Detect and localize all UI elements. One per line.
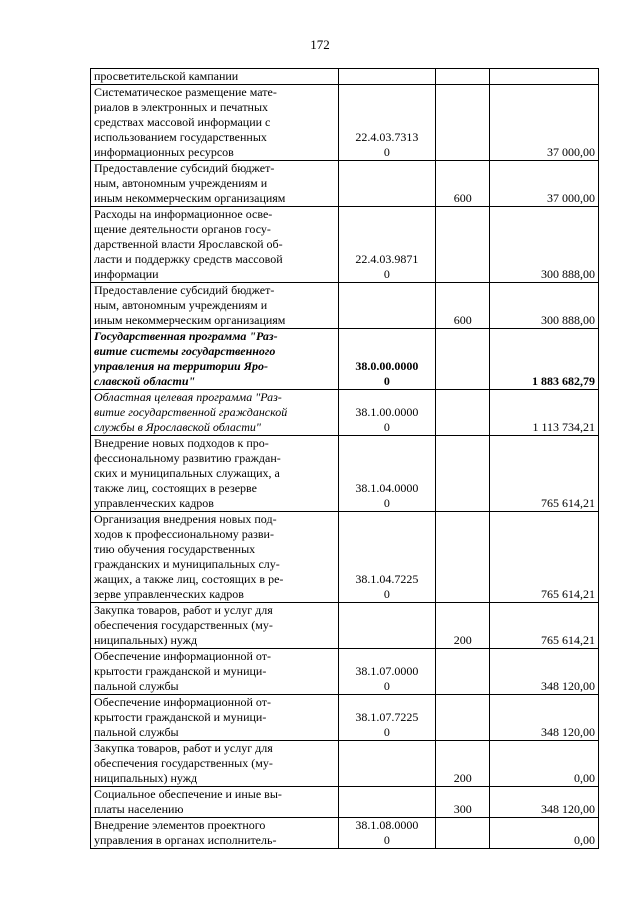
- row-sum-cell: [490, 69, 599, 85]
- row-code-text: 38.1.07.7225 0: [355, 710, 419, 739]
- row-name-cell: [91, 161, 339, 207]
- row-sum-cell: [490, 512, 599, 603]
- row-name-text: Внедрение новых подходов к про- фессиональному развитию граждан- ских и муниципальных служащих, а также лиц, состоящих в резерве управленческих кадров: [94, 436, 281, 510]
- row-code-cell: [338, 512, 435, 603]
- row-sum-text: 1 883 682,79: [532, 374, 595, 388]
- row-code-cell: [338, 695, 435, 741]
- row-sum-text: 348 120,00: [541, 802, 595, 816]
- table-row: [91, 69, 599, 85]
- row-code-cell: [338, 207, 435, 283]
- row-type-cell: [436, 818, 490, 849]
- row-sum-text: 348 120,00: [541, 679, 595, 693]
- row-name-cell: [91, 603, 339, 649]
- row-code-cell: [338, 161, 435, 207]
- row-sum-cell: [490, 787, 599, 818]
- row-name-cell: [91, 329, 339, 390]
- row-name-cell: [91, 818, 339, 849]
- row-name-text: Расходы на информационное осве- щение деятельности органов госу- дарственной власти Ярославской об- ласти и поддержку средств массовой информации: [94, 207, 283, 281]
- row-name-text: просветительской кампании: [94, 69, 239, 83]
- row-code-cell: [338, 787, 435, 818]
- row-sum-text: 765 614,21: [541, 587, 595, 601]
- row-type-cell: [436, 69, 490, 85]
- row-sum-cell: [490, 283, 599, 329]
- row-name-cell: [91, 787, 339, 818]
- row-sum-text: 348 120,00: [541, 725, 595, 739]
- row-type-text: 600: [453, 191, 472, 205]
- row-sum-text: 300 888,00: [541, 267, 595, 281]
- row-sum-cell: [490, 85, 599, 161]
- row-name-cell: [91, 649, 339, 695]
- row-code-cell: [338, 649, 435, 695]
- row-sum-cell: [490, 390, 599, 436]
- table-row: [91, 329, 599, 390]
- table-row: [91, 85, 599, 161]
- row-type-cell: [436, 85, 490, 161]
- row-name-text: Закупка товаров, работ и услуг для обеспечения государственных (му- ниципальных) нужд: [94, 603, 273, 647]
- table-row: [91, 161, 599, 207]
- row-type-cell: [436, 512, 490, 603]
- table-row: [91, 603, 599, 649]
- row-sum-text: 0,00: [574, 771, 595, 785]
- row-type-cell: [436, 329, 490, 390]
- row-sum-text: 765 614,21: [541, 633, 595, 647]
- row-code-text: 22.4.03.9871 0: [355, 252, 419, 281]
- row-sum-text: 300 888,00: [541, 313, 595, 327]
- row-sum-cell: [490, 603, 599, 649]
- row-name-text: Закупка товаров, работ и услуг для обеспечения государственных (му- ниципальных) нужд: [94, 741, 273, 785]
- row-sum-text: 0,00: [574, 833, 595, 847]
- row-name-cell: [91, 207, 339, 283]
- row-code-text: 22.4.03.7313 0: [355, 130, 419, 159]
- row-sum-text: 1 113 734,21: [532, 420, 595, 434]
- row-name-text: Обеспечение информационной от- крытости гражданской и муници- пальной службы: [94, 649, 272, 693]
- row-name-cell: [91, 512, 339, 603]
- row-type-text: 600: [453, 313, 472, 327]
- row-code-text: 38.1.04.0000 0: [355, 481, 419, 510]
- row-name-cell: [91, 695, 339, 741]
- row-code-text: 38.1.08.0000 0: [355, 818, 419, 847]
- row-name-cell: [91, 69, 339, 85]
- row-type-cell: [436, 436, 490, 512]
- row-name-text: Организация внедрения новых под- ходов к профессиональному разви- тию обучения государственных гражданских и муниципальных слу- жащих, а также лиц, состоящих в ре- зерве управленческих кадров: [94, 512, 284, 601]
- page-number: 172: [310, 37, 330, 52]
- budget-table-body: [91, 69, 599, 849]
- row-type-cell: [436, 390, 490, 436]
- row-code-text: 38.1.07.0000 0: [355, 664, 419, 693]
- row-type-cell: [436, 741, 490, 787]
- row-code-text: 38.0.00.0000 0: [355, 359, 419, 388]
- row-type-cell: [436, 695, 490, 741]
- row-type-text: 200: [453, 633, 472, 647]
- row-code-text: 38.1.04.7225 0: [355, 572, 419, 601]
- row-code-cell: [338, 283, 435, 329]
- row-code-cell: [338, 436, 435, 512]
- row-type-text: 300: [453, 802, 472, 816]
- row-code-cell: [338, 603, 435, 649]
- row-sum-cell: [490, 329, 599, 390]
- table-row: [91, 787, 599, 818]
- row-type-text: 200: [453, 771, 472, 785]
- row-code-text: 38.1.00.0000 0: [355, 405, 419, 434]
- row-name-text: Социальное обеспечение и иные вы- платы населению: [94, 787, 282, 816]
- row-sum-cell: [490, 649, 599, 695]
- row-name-text: Систематическое размещение мате- риалов в электронных и печатных средствах массовой информации с использованием государственных информационных ресурсов: [94, 85, 277, 159]
- row-type-cell: [436, 283, 490, 329]
- row-type-cell: [436, 161, 490, 207]
- row-code-cell: [338, 818, 435, 849]
- row-name-text: Предоставление субсидий бюджет- ным, автономным учреждениям и иным некоммерческим организациям: [94, 283, 286, 327]
- row-type-cell: [436, 207, 490, 283]
- row-code-cell: [338, 69, 435, 85]
- row-name-text: Областная целевая программа "Раз- витие государственной гражданской службы в Ярославской области": [94, 390, 288, 434]
- table-row: [91, 283, 599, 329]
- row-code-cell: [338, 390, 435, 436]
- budget-table: [90, 68, 599, 849]
- row-code-cell: [338, 741, 435, 787]
- row-name-cell: [91, 283, 339, 329]
- table-row: [91, 695, 599, 741]
- row-name-cell: [91, 436, 339, 512]
- row-name-cell: [91, 85, 339, 161]
- row-name-cell: [91, 741, 339, 787]
- row-sum-text: 37 000,00: [547, 145, 595, 159]
- row-name-cell: [91, 390, 339, 436]
- table-row: [91, 649, 599, 695]
- row-sum-cell: [490, 695, 599, 741]
- row-name-text: Обеспечение информационной от- крытости гражданской и муници- пальной службы: [94, 695, 272, 739]
- row-sum-cell: [490, 436, 599, 512]
- row-sum-cell: [490, 207, 599, 283]
- row-sum-text: 37 000,00: [547, 191, 595, 205]
- row-sum-cell: [490, 818, 599, 849]
- table-row: [91, 741, 599, 787]
- row-code-cell: [338, 85, 435, 161]
- table-row: [91, 818, 599, 849]
- row-name-text: Государственная программа "Раз- витие системы государственного управления на территории Яро- славской области": [94, 329, 278, 388]
- table-row: [91, 390, 599, 436]
- row-type-cell: [436, 649, 490, 695]
- row-sum-text: 765 614,21: [541, 496, 595, 510]
- row-type-cell: [436, 787, 490, 818]
- row-code-cell: [338, 329, 435, 390]
- table-row: [91, 436, 599, 512]
- table-row: [91, 207, 599, 283]
- row-sum-cell: [490, 161, 599, 207]
- table-row: [91, 512, 599, 603]
- row-name-text: Предоставление субсидий бюджет- ным, автономным учреждениям и иным некоммерческим организациям: [94, 161, 286, 205]
- row-sum-cell: [490, 741, 599, 787]
- row-type-cell: [436, 603, 490, 649]
- row-name-text: Внедрение элементов проектного управления в органах исполнитель-: [94, 818, 277, 847]
